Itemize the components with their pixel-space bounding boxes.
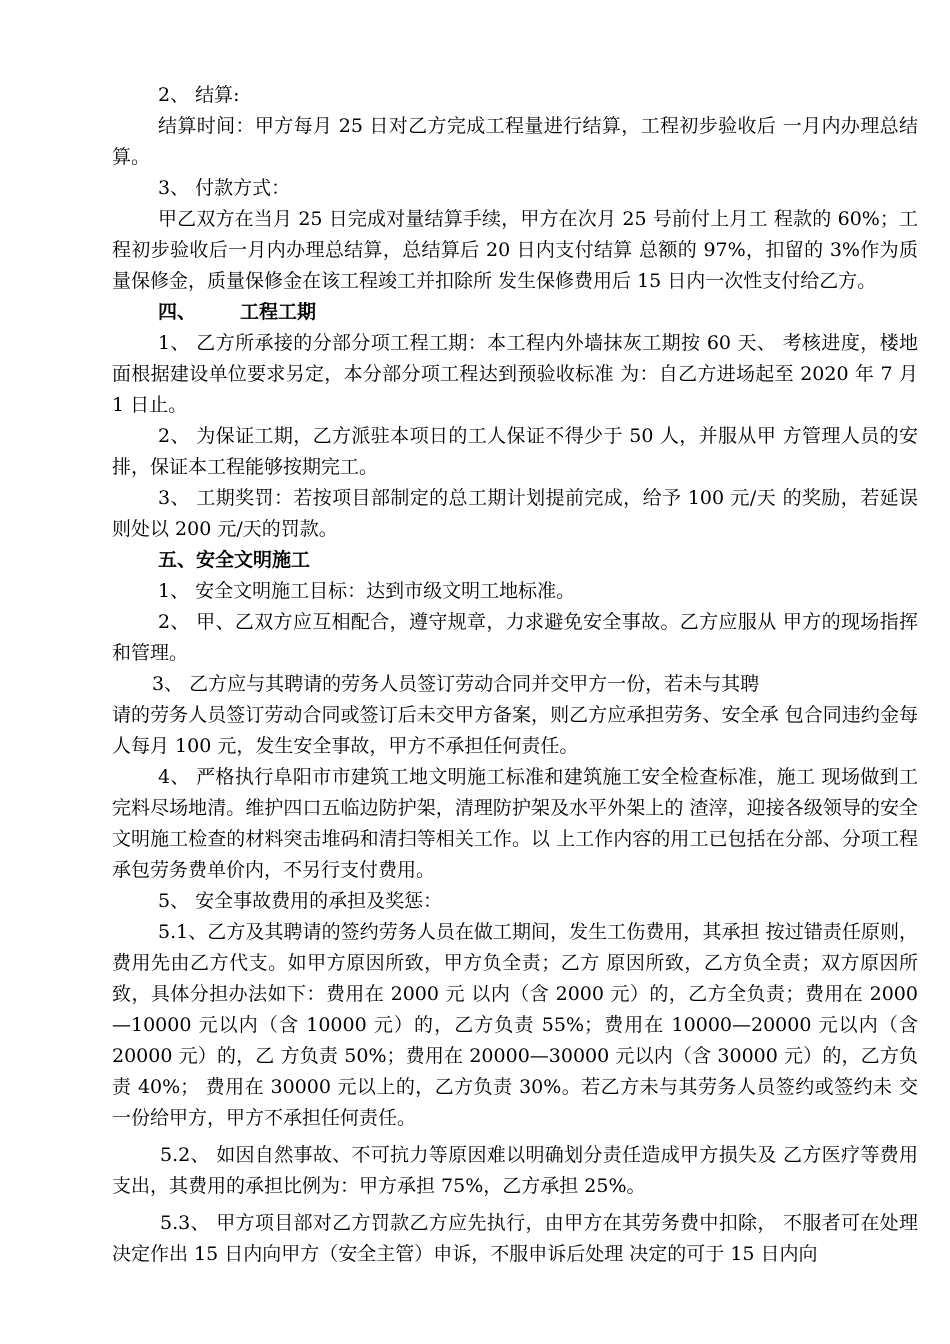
paragraph-safety-3-rest: 请的劳务人员签订劳动合同或签订后未交甲方备案，则乙方应承担劳务、安全承 包合同违约金每人每月 100 元，发生安全事故，甲方不承担任何责任。 <box>112 704 918 757</box>
chapter-heading-safety: 五、安全文明施工 <box>158 549 311 571</box>
paragraph-safety-5-2: 5.2、 如因自然事故、不可抗力等原因难以明确划分责任造成甲方损失及 乙方医疗等费用支出，其费用的承担比例为：甲方承担 75%，乙方承担 25%。 <box>112 1144 918 1197</box>
paragraph-safety-1: 1、 安全文明施工目标：达到市级文明工地标准。 <box>158 580 576 602</box>
paragraph-safety-3-line1: 3、 乙方应与其聘请的劳务人员签订劳动合同并交甲方一份，若未与其聘 <box>152 673 760 695</box>
paragraph-safety-4: 4、 严格执行阜阳市市建筑工地文明施工标准和建筑施工安全检查标准，施工 现场做到工完料尽场地清。维护四口五临边防护架，清理防护架及水平外架上的 渣滓，迎接各级领导的安全文明施工检查的材料突击堆码和清扫等相关工作。以 上工作内容的用工已包括在分部、分项工程承包劳务费单价内，不另行支付费用。 <box>112 766 918 881</box>
section-heading-settlement: 2、 结算: <box>158 84 240 106</box>
paragraph-payment-terms: 甲乙双方在当月 25 日完成对量结算手续，甲方在次月 25 号前付上月工 程款的 60%；工程初步验收后一月内办理总结算，总结算后 20 日内支付结算 总额的 97%，扣留的 3%作为质量保修金，质量保修金在该工程竣工并扣除所 发生保修费用后 15 日内一次性支付给乙方。 <box>112 208 918 292</box>
paragraph-safety-5: 5、 安全事故费用的承担及奖惩： <box>158 890 443 912</box>
paragraph-safety-5-3: 5.3、 甲方项目部对乙方罚款乙方应先执行，由甲方在其劳务费中扣除， 不服者可在处理决定作出 15 日内向甲方（安全主管）申诉，不服申诉后处理 决定的可于 15 日内向 <box>112 1212 918 1265</box>
paragraph-safety-5-1: 5.1、乙方及其聘请的签约劳务人员在做工期间，发生工伤费用，其承担 按过错责任原则，费用先由乙方代支。如甲方原因所致，甲方负全责；乙方 原因所致，乙方负全责；双方原因所致，具体分担办法如下：费用在 2000 元 以内（含 2000 元）的，乙方全负责；费用在 2000—10000 元以内（含 10000 元）的，乙方负责 55%；费用在 10000—20000 元以内（含 20000 元）的，乙 方负责 50%；费用在 20000—30000 元以内（含 30000 元）的，乙方负责 40%； 费用在 30000 元以上的，乙方负责 30%。若乙方未与其劳务人员签约或签约未 交一份给甲方，甲方不承担任何责任。 <box>112 921 918 1129</box>
section-heading-payment: 3、 付款方式： <box>158 177 291 199</box>
paragraph-schedule-1: 1、 乙方所承接的分部分项工程工期：本工程内外墙抹灰工期按 60 天、 考核进度，楼地面根据建设单位要求另定，本分部分项工程达到预验收标准 为：自乙方进场起至 2020 年 7 月 1 日止。 <box>112 332 918 416</box>
paragraph-schedule-2: 2、 为保证工期，乙方派驻本项日的工人保证不得少于 50 人，并服从甲 方管理人员的安排，保证本工程能够按期完工。 <box>112 425 918 478</box>
paragraph-schedule-3: 3、 工期奖罚：若按项目部制定的总工期计划提前完成，给予 100 元/天 的奖励，若延误则处以 200 元/天的罚款。 <box>112 487 918 540</box>
paragraph-safety-2: 2、 甲、乙双方应互相配合，遵守规章，力求避免安全事故。乙方应服从 甲方的现场指挥和管理。 <box>112 611 918 664</box>
chapter-title-schedule: 工程工期 <box>240 301 317 323</box>
paragraph-settlement-time: 结算时间：甲方每月 25 日对乙方完成工程量进行结算，工程初步验收后 一月内办理总结算。 <box>112 115 918 168</box>
chapter-heading-schedule <box>112 297 918 328</box>
chapter-number-four: 四、 <box>158 301 197 323</box>
